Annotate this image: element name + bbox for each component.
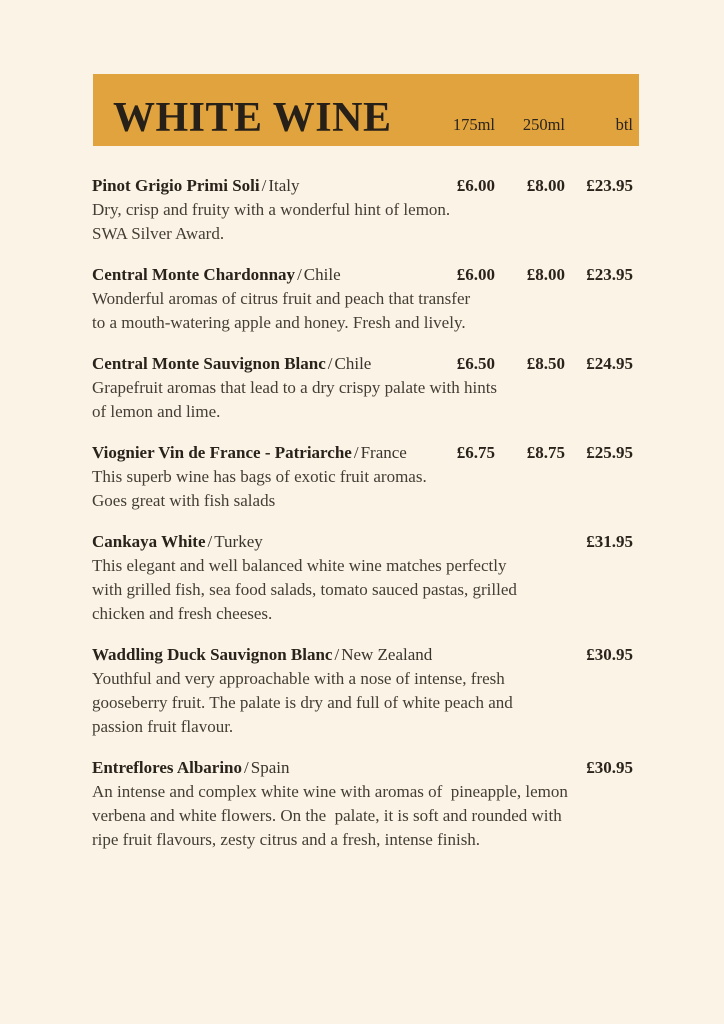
wine-description-line: This elegant and well balanced white wine matches perfectly (92, 556, 507, 575)
wine-description-line: Grapefruit aromas that lead to a dry crispy palate with hints (92, 378, 498, 397)
wine-name: Central Monte Sauvignon Blanc (92, 354, 326, 373)
wine-entry (92, 441, 633, 513)
wine-title-row (92, 441, 633, 465)
price-250ml: £8.50 (526, 354, 565, 373)
price-175ml: £6.00 (456, 176, 495, 195)
wine-name: Waddling Duck Sauvignon Blanc (92, 645, 333, 664)
wine-entry (92, 530, 633, 626)
price-bottle: £23.95 (586, 176, 633, 195)
size-column-label-175ml: 175ml (452, 114, 495, 134)
name-country-separator: / (207, 532, 213, 551)
price-250ml: £8.00 (526, 265, 565, 284)
price-bottle: £31.95 (586, 532, 633, 551)
wine-description-line: passion fruit flavour. (92, 717, 234, 736)
wine-entry (92, 643, 633, 739)
wine-entry (92, 263, 633, 335)
wine-country: New Zealand (341, 645, 433, 664)
price-bottle: £24.95 (586, 354, 633, 373)
name-country-separator: / (327, 354, 333, 373)
wine-description-line: Goes great with fish salads (92, 491, 276, 510)
wine-description-line: Dry, crisp and fruity with a wonderful hint of lemon. (92, 200, 451, 219)
wine-description-line: ripe fruit flavours, zesty citrus and a fresh, intense finish. (92, 830, 481, 849)
name-country-separator: / (334, 645, 340, 664)
wine-description-line: of lemon and lime. (92, 402, 221, 421)
wine-entry (92, 756, 633, 852)
price-bottle: £30.95 (586, 645, 633, 664)
price-175ml: £6.00 (456, 265, 495, 284)
wine-title-row (92, 756, 633, 780)
name-country-separator: / (244, 758, 249, 777)
wine-name: Entreflores Albarino (92, 758, 243, 777)
wine-description-line: An intense and complex white wine with aromas of pineapple, lemon (92, 782, 568, 801)
wine-title-row (92, 174, 633, 198)
wine-description (92, 780, 633, 852)
wine-description-line: verbena and white flowers. On the palate, it is soft and rounded with (92, 806, 562, 825)
wine-name: Central Monte Chardonnay (92, 265, 296, 284)
name-country-separator: / (353, 443, 359, 462)
wine-name: Viognier Vin de France - Patriarche (92, 443, 352, 462)
wine-description-line: chicken and fresh cheeses. (92, 604, 273, 623)
wine-description-line: Youthful and very approachable with a nose of intense, fresh (92, 669, 505, 688)
size-column-label-btl: btl (615, 114, 633, 134)
wine-title-row (92, 352, 633, 376)
wine-country: Italy (268, 176, 300, 195)
wine-country: Chile (303, 265, 341, 284)
price-bottle: £30.95 (586, 758, 633, 777)
wine-description-line: to a mouth-watering apple and honey. Fresh and lively. (92, 313, 466, 332)
wine-name: Cankaya White (92, 532, 206, 551)
wine-description-line: Wonderful aromas of citrus fruit and peach that transfer (92, 289, 471, 308)
wine-description (92, 554, 633, 626)
wine-description (92, 287, 633, 335)
price-175ml: £6.75 (456, 443, 495, 462)
wine-description-line: gooseberry fruit. The palate is dry and full of white peach and (92, 693, 513, 712)
wine-country: Spain (250, 758, 290, 777)
wine-description (92, 667, 633, 739)
wine-entry (92, 352, 633, 424)
name-country-separator: / (261, 176, 267, 195)
wine-description-line: SWA Silver Award. (92, 224, 225, 243)
price-bottle: £23.95 (586, 265, 633, 284)
price-250ml: £8.00 (526, 176, 565, 195)
wine-description-line: This superb wine has bags of exotic fruit aromas. (92, 467, 427, 486)
menu-section-title: WHITE WINE (113, 95, 392, 142)
wine-name: Pinot Grigio Primi Soli (92, 176, 260, 195)
wine-country: France (360, 443, 407, 462)
price-bottle: £25.95 (586, 443, 633, 462)
wine-description-line: with grilled fish, sea food salads, tomato sauced pastas, grilled (92, 580, 517, 599)
price-175ml: £6.50 (456, 354, 495, 373)
wine-title-row (92, 530, 633, 554)
price-250ml: £8.75 (526, 443, 565, 462)
name-country-separator: / (297, 265, 302, 284)
wine-description (92, 376, 633, 424)
wine-title-row (92, 643, 633, 667)
white-wine-banner (93, 74, 639, 146)
wine-list (92, 174, 633, 869)
size-column-label-250ml: 250ml (522, 114, 565, 134)
wine-country: Chile (334, 354, 372, 373)
wine-title-row (92, 263, 633, 287)
wine-entry (92, 174, 633, 246)
wine-country: Turkey (214, 532, 263, 551)
wine-description (92, 465, 633, 513)
wine-description (92, 198, 633, 246)
